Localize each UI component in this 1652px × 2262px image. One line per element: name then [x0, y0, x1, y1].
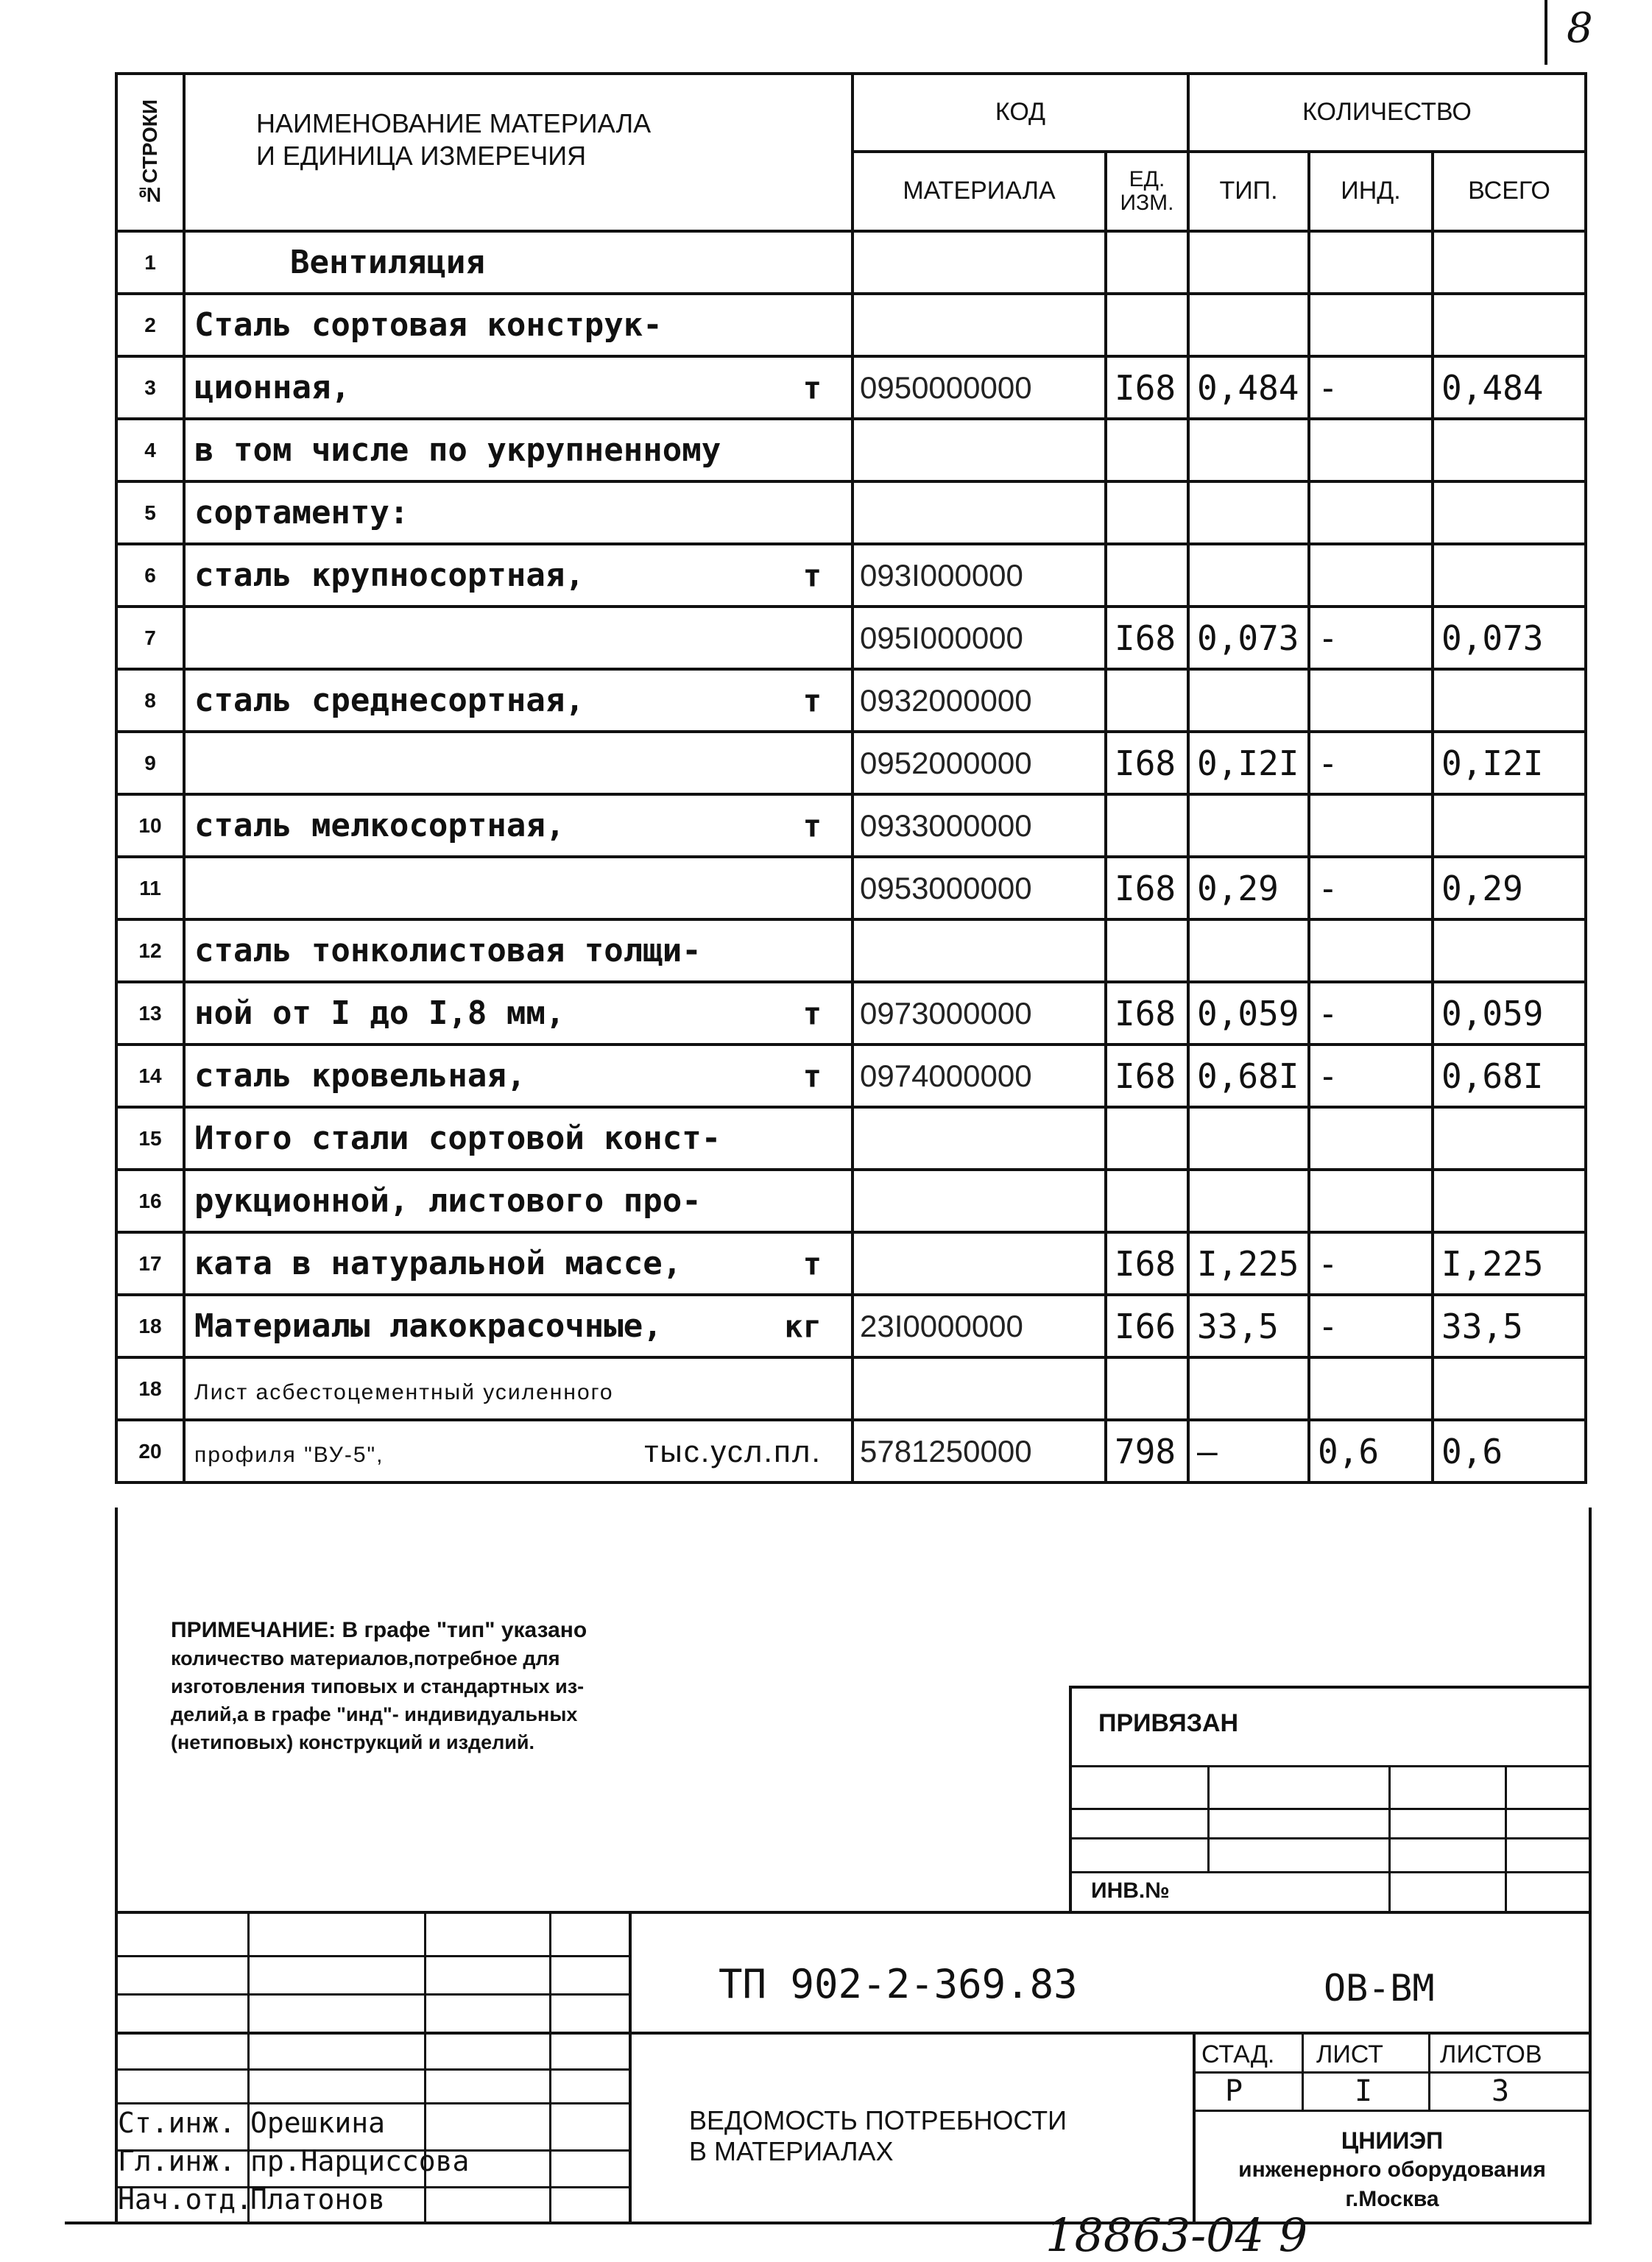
material-code: 0933000000: [853, 794, 1106, 857]
material-name-text: ката в натуральной массе,: [194, 1245, 682, 1282]
material-name-text: сортаменту:: [194, 494, 409, 531]
material-code: [853, 294, 1106, 356]
unit-code: I68: [1106, 1045, 1188, 1107]
qty-ind: -: [1309, 1295, 1433, 1357]
material-code: 5781250000: [853, 1420, 1106, 1482]
qty-ind: [1309, 1170, 1433, 1232]
row-number: 1: [116, 231, 184, 294]
row-number: 2: [116, 294, 184, 356]
material-name: [184, 356, 853, 419]
header-material: МАТЕРИАЛА: [853, 152, 1106, 231]
material-name-text: ционная,: [194, 369, 350, 406]
material-code: [853, 919, 1106, 982]
row-number: 18: [116, 1295, 184, 1357]
unit-code: [1106, 419, 1188, 481]
material-code: [853, 1170, 1106, 1232]
material-code: 095I000000: [853, 607, 1106, 669]
qty-typ: 0,68I: [1188, 1045, 1309, 1107]
corner-mark: [1545, 0, 1547, 65]
qty-ind: -: [1309, 857, 1433, 919]
unit-label: т: [802, 370, 822, 406]
qty-ind: [1309, 1107, 1433, 1170]
material-code: 093I000000: [853, 544, 1106, 607]
material-name: [184, 1357, 853, 1420]
qty-ind: -: [1309, 1232, 1433, 1295]
header-ind: ИНД.: [1309, 152, 1433, 231]
row-number: 4: [116, 419, 184, 481]
material-name-text: профиля "ВУ-5",: [194, 1443, 384, 1467]
unit-code: 798: [1106, 1420, 1188, 1482]
qty-ind: 0,6: [1309, 1420, 1433, 1482]
qty-total: [1433, 1107, 1586, 1170]
material-code: 23I0000000: [853, 1295, 1106, 1357]
unit-code: I68: [1106, 732, 1188, 794]
row-number: 10: [116, 794, 184, 857]
material-name: [184, 607, 853, 669]
qty-typ: [1188, 231, 1309, 294]
qty-total: 33,5: [1433, 1295, 1586, 1357]
material-name-text: сталь тонколистовая толщи-: [194, 932, 702, 969]
qty-typ: 0,I2I: [1188, 732, 1309, 794]
qty-total: 0,29: [1433, 857, 1586, 919]
material-code: [853, 1107, 1106, 1170]
unit-code: I68: [1106, 982, 1188, 1045]
material-name: [184, 669, 853, 732]
binding-title: ПРИВЯЗАН: [1098, 1709, 1239, 1737]
header-total: ВСЕГО: [1433, 152, 1586, 231]
qty-total: [1433, 1170, 1586, 1232]
row-number: 9: [116, 732, 184, 794]
table-row: [116, 1170, 1586, 1232]
qty-total: 0,I2I: [1433, 732, 1586, 794]
unit-label: т: [802, 995, 822, 1031]
table-row: [116, 1357, 1586, 1420]
qty-total: [1433, 1357, 1586, 1420]
table-row: [116, 732, 1586, 794]
material-code: 0974000000: [853, 1045, 1106, 1107]
unit-code: I68: [1106, 356, 1188, 419]
sheets-value: 3: [1492, 2074, 1510, 2108]
material-code: 0950000000: [853, 356, 1106, 419]
unit-label: т: [802, 557, 822, 593]
table-row: [116, 1232, 1586, 1295]
table-row: [116, 294, 1586, 356]
unit-code: [1106, 919, 1188, 982]
sheet-label: ЛИСТ: [1316, 2040, 1383, 2068]
material-name-text: сталь кровельная,: [194, 1057, 526, 1095]
row-number: 11: [116, 857, 184, 919]
unit-code: I68: [1106, 607, 1188, 669]
qty-typ: [1188, 1107, 1309, 1170]
unit-code: I68: [1106, 1232, 1188, 1295]
material-code: [853, 419, 1106, 481]
qty-typ: [1188, 1357, 1309, 1420]
header-row-no: №СТРОКИ: [116, 74, 184, 231]
qty-total: [1433, 231, 1586, 294]
qty-ind: [1309, 1357, 1433, 1420]
qty-total: [1433, 794, 1586, 857]
material-name: [184, 1045, 853, 1107]
qty-typ: [1188, 419, 1309, 481]
material-name-text: сталь среднесортная,: [194, 682, 585, 719]
organization: ЦНИИЭП инженерного оборудования г.Москва: [1238, 2127, 1546, 2211]
qty-ind: [1309, 669, 1433, 732]
material-name-text: рукционной, листового про-: [194, 1182, 702, 1220]
qty-ind: [1309, 481, 1433, 544]
doc-mark: ОВ-ВМ: [1324, 1967, 1435, 2010]
unit-code: [1106, 481, 1188, 544]
qty-total: [1433, 669, 1586, 732]
person-name: Платонов: [250, 2183, 386, 2216]
material-code: [853, 1232, 1106, 1295]
row-number: 13: [116, 982, 184, 1045]
material-name: [184, 919, 853, 982]
unit-label: т: [802, 682, 822, 718]
material-name: [184, 794, 853, 857]
table-row: [116, 607, 1586, 669]
qty-total: 0,6: [1433, 1420, 1586, 1482]
qty-ind: -: [1309, 732, 1433, 794]
row-number: 5: [116, 481, 184, 544]
unit-code: I66: [1106, 1295, 1188, 1357]
unit-code: [1106, 1357, 1188, 1420]
material-name: [184, 1170, 853, 1232]
row-number: 20: [116, 1420, 184, 1482]
material-code: 0953000000: [853, 857, 1106, 919]
materials-table: [115, 72, 1587, 1484]
table-row: [116, 794, 1586, 857]
unit-code: [1106, 1107, 1188, 1170]
person-name: пр.Нарциссова: [250, 2145, 470, 2177]
qty-typ: 33,5: [1188, 1295, 1309, 1357]
row-number: 14: [116, 1045, 184, 1107]
material-name-text: в том числе по укрупненному: [194, 431, 721, 469]
qty-typ: [1188, 481, 1309, 544]
row-number: 3: [116, 356, 184, 419]
table-row: [116, 982, 1586, 1045]
material-code: 0952000000: [853, 732, 1106, 794]
qty-total: [1433, 919, 1586, 982]
material-name-text: Сталь сортовая конструк-: [194, 306, 663, 344]
material-name: [184, 857, 853, 919]
row-number: 7: [116, 607, 184, 669]
unit-code: [1106, 544, 1188, 607]
row-number: 15: [116, 1107, 184, 1170]
row-number: 17: [116, 1232, 184, 1295]
qty-ind: [1309, 419, 1433, 481]
qty-total: 0,68I: [1433, 1045, 1586, 1107]
table-row: [116, 857, 1586, 919]
qty-total: [1433, 544, 1586, 607]
qty-ind: -: [1309, 982, 1433, 1045]
unit-label: т: [802, 1058, 822, 1094]
qty-typ: 0,059: [1188, 982, 1309, 1045]
unit-code: [1106, 1170, 1188, 1232]
row-number: 8: [116, 669, 184, 732]
row-number: 6: [116, 544, 184, 607]
page-number: 8: [1567, 4, 1593, 52]
title-top: [115, 1911, 1592, 1914]
stage-label: СТАД.: [1201, 2040, 1275, 2068]
material-code: [853, 481, 1106, 544]
material-name-text: Итого стали сортовой конст-: [194, 1120, 721, 1157]
material-name: [184, 1232, 853, 1295]
binding-block: [1069, 1686, 1592, 1914]
qty-typ: 0,073: [1188, 607, 1309, 669]
qty-ind: [1309, 919, 1433, 982]
qty-ind: -: [1309, 356, 1433, 419]
frame-bottom: [65, 2222, 1592, 2224]
unit-label: т: [802, 807, 822, 844]
material-name-text: Вентиляция: [290, 244, 485, 281]
table-row: [116, 231, 1586, 294]
inv-label: ИНВ.№: [1091, 1878, 1170, 1903]
qty-ind: [1309, 231, 1433, 294]
material-name: [184, 1420, 853, 1482]
unit-code: [1106, 669, 1188, 732]
table-row: [116, 669, 1586, 732]
material-name: [184, 1107, 853, 1170]
unit-label: т: [802, 1245, 822, 1282]
qty-typ: [1188, 669, 1309, 732]
material-name: [184, 481, 853, 544]
material-code: [853, 231, 1106, 294]
title-mid: [115, 2032, 1592, 2035]
row-number: 16: [116, 1170, 184, 1232]
person-name: Орешкина: [250, 2107, 386, 2139]
unit-code: [1106, 794, 1188, 857]
material-name: [184, 1295, 853, 1357]
header-code: КОД: [853, 74, 1188, 152]
qty-typ: [1188, 919, 1309, 982]
stage-value: Р: [1225, 2074, 1243, 2108]
material-name-text: Материалы лакокрасочные,: [194, 1307, 663, 1345]
table-row: [116, 1107, 1586, 1170]
qty-typ: —: [1188, 1420, 1309, 1482]
archive-number: 18863-04 9: [1045, 2208, 1308, 2262]
qty-typ: [1188, 294, 1309, 356]
qty-typ: [1188, 1170, 1309, 1232]
qty-ind: -: [1309, 607, 1433, 669]
qty-ind: [1309, 794, 1433, 857]
table-row: [116, 544, 1586, 607]
unit-code: I68: [1106, 857, 1188, 919]
table-row: [116, 1045, 1586, 1107]
header-typ: ТИП.: [1188, 152, 1309, 231]
table-row: [116, 1420, 1586, 1482]
table-row: [116, 356, 1586, 419]
project-code: ТП 902-2-369.83: [719, 1961, 1078, 2007]
qty-total: [1433, 481, 1586, 544]
material-code: 0973000000: [853, 982, 1106, 1045]
qty-typ: I,225: [1188, 1232, 1309, 1295]
row-number: 18: [116, 1357, 184, 1420]
doc-title: ВЕДОМОСТЬ ПОТРЕБНОСТИ В МАТЕРИАЛАХ: [689, 2105, 1067, 2166]
unit-label: тыс.усл.пл.: [644, 1433, 822, 1468]
material-name: [184, 419, 853, 481]
qty-ind: [1309, 544, 1433, 607]
unit-label: кг: [784, 1308, 822, 1344]
header-unit: ЕД. ИЗМ.: [1106, 152, 1188, 231]
qty-total: 0,073: [1433, 607, 1586, 669]
qty-total: [1433, 294, 1586, 356]
row-number: 12: [116, 919, 184, 982]
qty-ind: -: [1309, 1045, 1433, 1107]
material-code: 0932000000: [853, 669, 1106, 732]
material-name: [184, 294, 853, 356]
material-code: [853, 1357, 1106, 1420]
header-name: НАИМЕНОВАНИЕ МАТЕРИАЛА И ЕДИНИЦА ИЗМЕРЕЧИЯ: [184, 74, 853, 231]
table-row: [116, 1295, 1586, 1357]
qty-total: [1433, 419, 1586, 481]
table-row: [116, 481, 1586, 544]
material-name: [184, 231, 853, 294]
qty-total: 0,484: [1433, 356, 1586, 419]
material-name-text: сталь крупносортная,: [194, 556, 585, 594]
note: ПРИМЕЧАНИЕ: В графе "тип" указано количество материалов,потребное для изготовления типовых и стандартных из- делий,а в графе "инд"- индивидуальных (нетиповых) конструкций и изделий.: [171, 1618, 587, 1753]
person-role: Ст.инж.: [118, 2107, 236, 2139]
qty-typ: 0,29: [1188, 857, 1309, 919]
material-name: [184, 982, 853, 1045]
header-quantity: КОЛИЧЕСТВО: [1188, 74, 1586, 152]
material-name-text: ной от I до I,8 мм,: [194, 994, 565, 1032]
qty-total: I,225: [1433, 1232, 1586, 1295]
sheets-label: ЛИСТОВ: [1440, 2040, 1542, 2068]
qty-ind: [1309, 294, 1433, 356]
unit-code: [1106, 294, 1188, 356]
person-role: Гл.инж.: [118, 2145, 236, 2177]
qty-typ: [1188, 794, 1309, 857]
material-name-text: сталь мелкосортная,: [194, 807, 565, 844]
material-name: [184, 544, 853, 607]
material-name: [184, 732, 853, 794]
unit-code: [1106, 231, 1188, 294]
table-row: [116, 419, 1586, 481]
qty-typ: 0,484: [1188, 356, 1309, 419]
table-row: [116, 919, 1586, 982]
qty-total: 0,059: [1433, 982, 1586, 1045]
sheet-value: I: [1355, 2074, 1373, 2108]
qty-typ: [1188, 544, 1309, 607]
person-role: Нач.отд.: [118, 2183, 253, 2216]
material-name-text: Лист асбестоцементный усиленного: [194, 1380, 614, 1404]
